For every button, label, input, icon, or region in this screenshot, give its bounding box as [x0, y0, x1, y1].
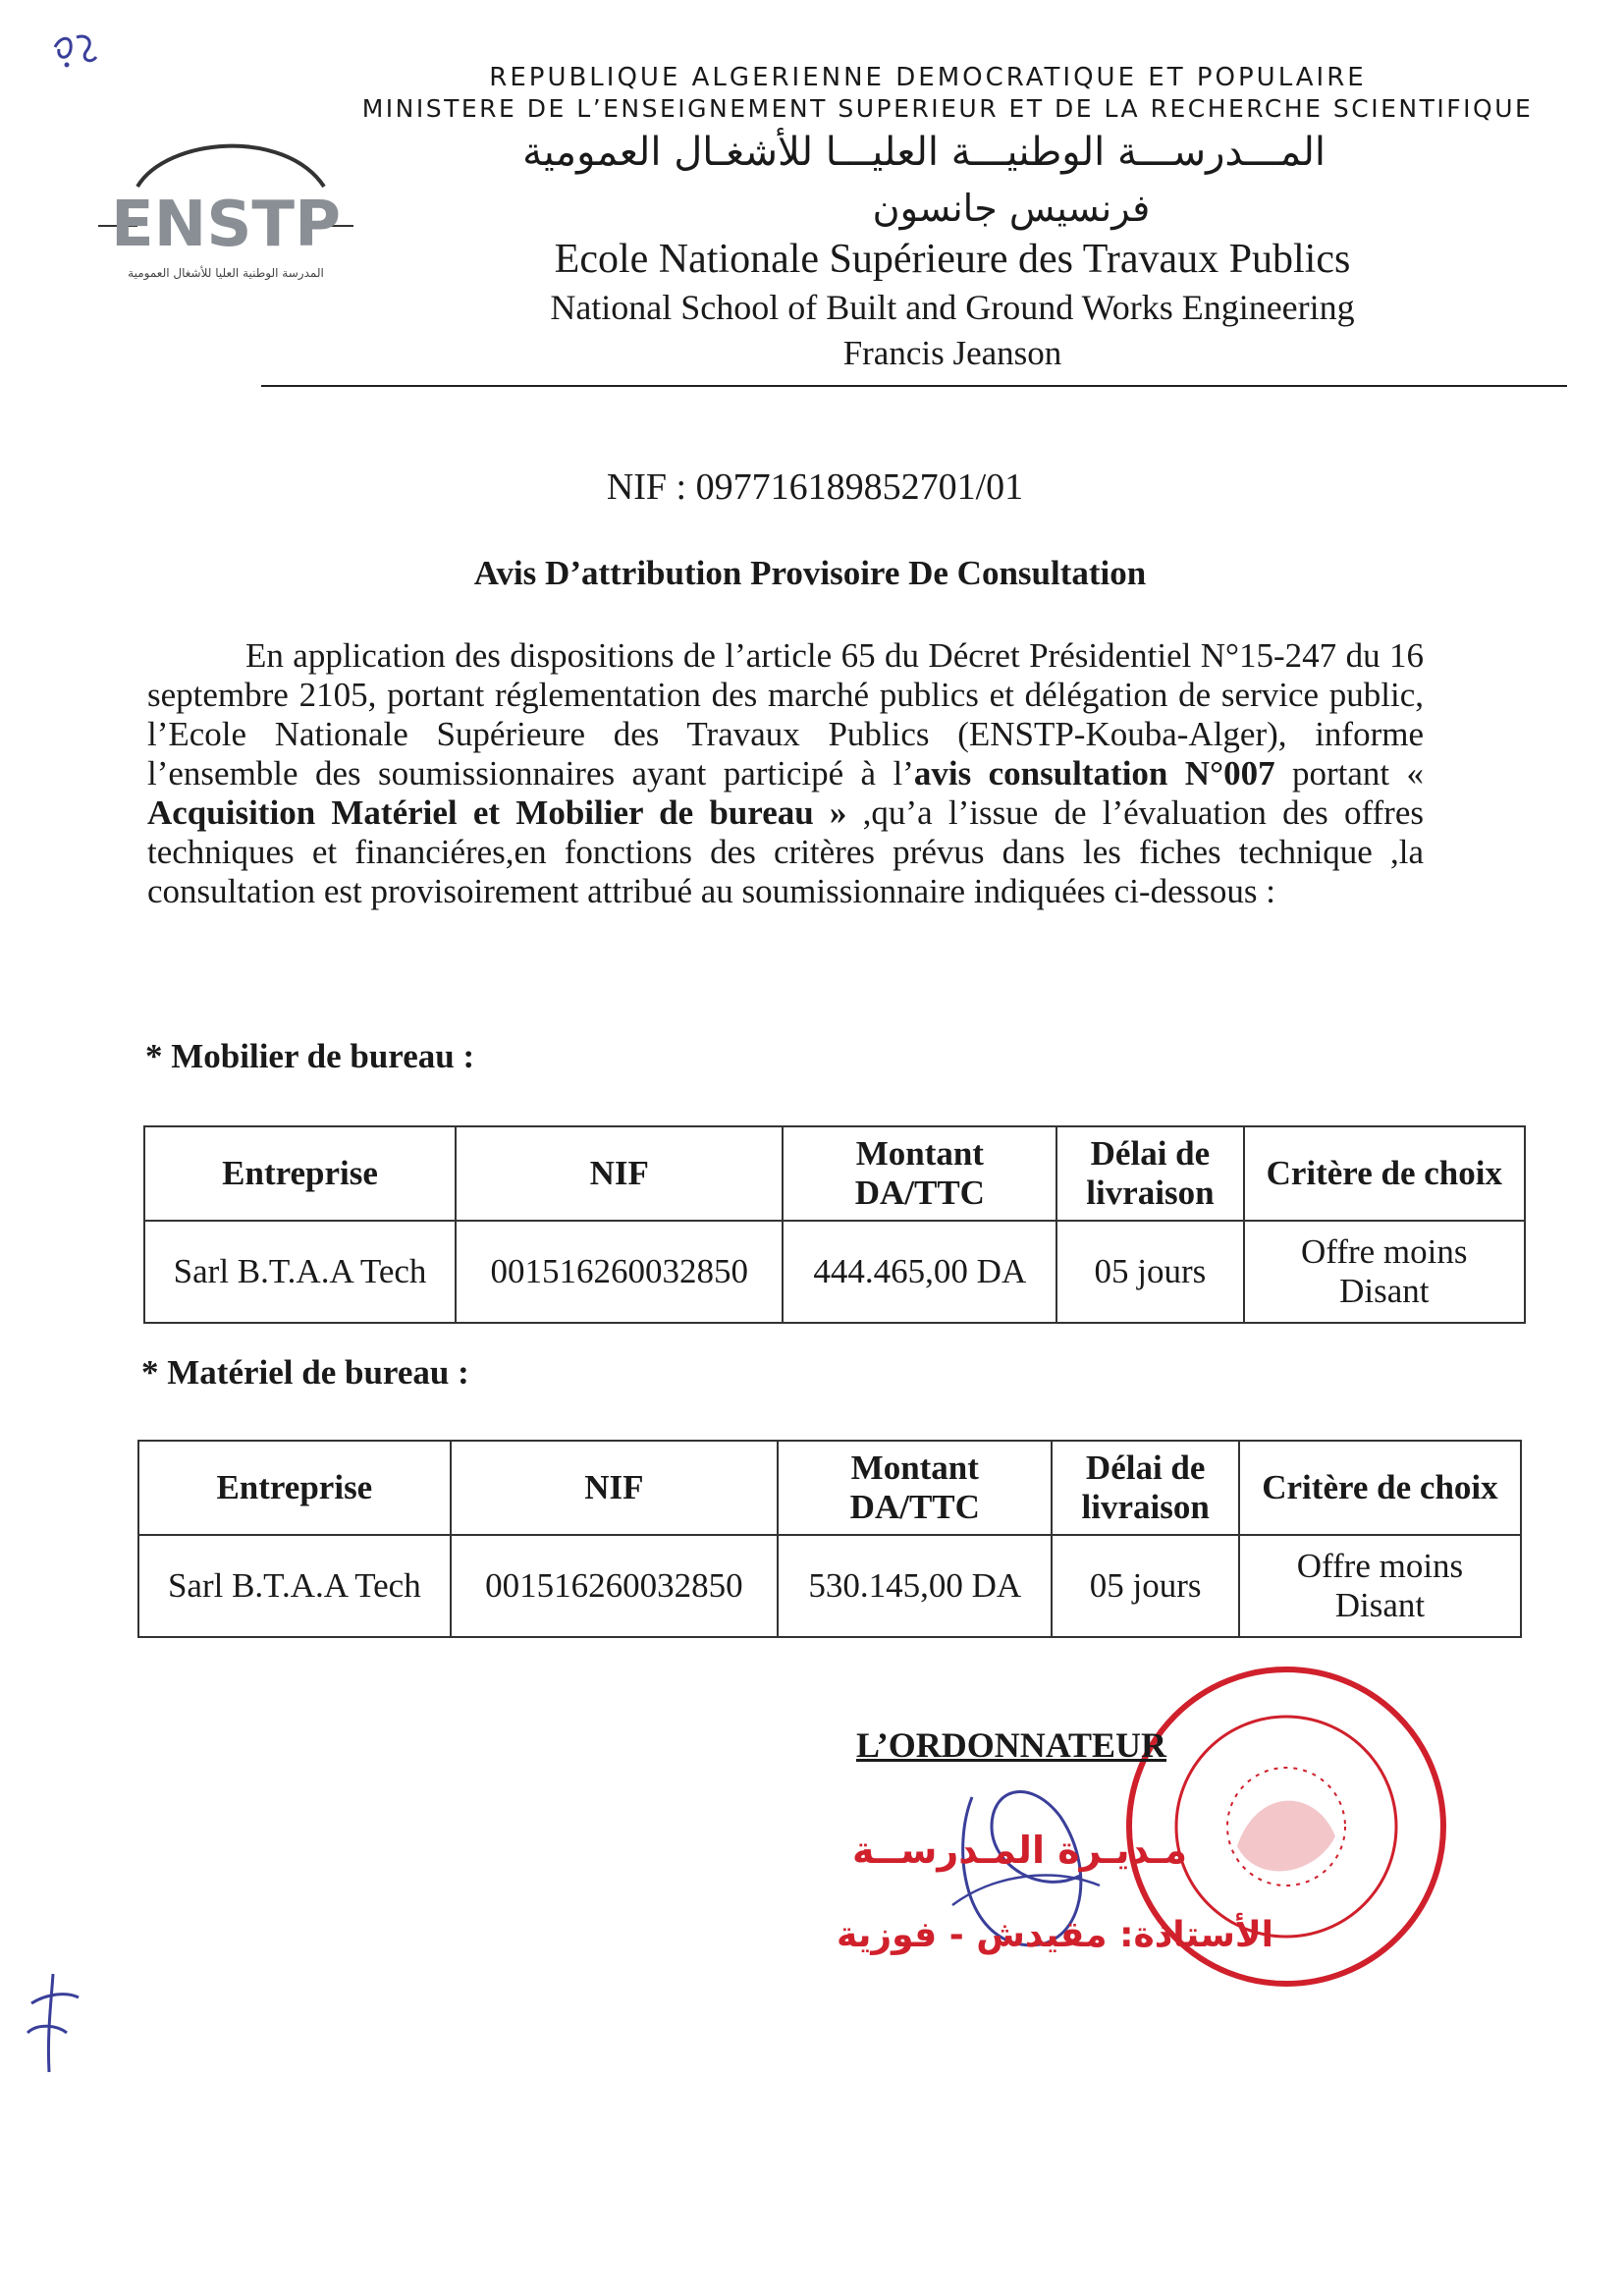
body-text-part1: En application des dispositions de l’article 65 du Décret Présidentiel N°15-247 du 16 septembre 2105, portant réglementation des marché publics et délégation de service public, l’Ecole Nationale Supérieure des Travaux Publics (ENSTP-Kouba-Alger), informe l’ensemble des soumissionnaires ayant participé à l’: [147, 636, 1424, 793]
document-title: Avis D’attribution Provisoire De Consultation: [473, 554, 1147, 592]
cell-critere: Offre moins Disant: [1244, 1221, 1525, 1323]
header-school-en: National School of Built and Ground Works Engineering: [550, 288, 1355, 327]
header-critere: Critère de choix: [1244, 1126, 1525, 1221]
header-delai: Délai de livraison: [1052, 1441, 1238, 1535]
nif-number: NIF : 097716189852701/01: [606, 466, 1024, 508]
body-text-part3: ,qu’a l’issue de l’évaluation des offres techniques et financiéres,en fonctions des critères prévus dans les fiches technique ,la consultation est provisoirement attribué au soumissionnaire indiquées ci-dessous :: [147, 793, 1424, 910]
header-school-fr: Ecole Nationale Supérieure des Travaux Publics: [554, 237, 1351, 282]
handwritten-mark-icon: [47, 27, 102, 71]
cell-critere: Offre moins Disant: [1239, 1535, 1521, 1637]
body-text-part2: portant «: [1274, 754, 1425, 793]
table-row: [144, 1221, 1525, 1323]
header-nif: NIF: [456, 1126, 783, 1221]
table-row: [138, 1535, 1521, 1637]
logo-arabic-text: المدرسة الوطنية العليا للأشغال العمومية: [128, 266, 324, 280]
cell-nif: 001516260032850: [451, 1535, 778, 1637]
header-montant: Montant DA/TTC: [778, 1441, 1052, 1535]
cell-entreprise: Sarl B.T.A.A Tech: [144, 1221, 456, 1323]
header-school-name: Francis Jeanson: [842, 334, 1062, 372]
signatory-title: L’ORDONNATEUR: [856, 1725, 1167, 1765]
enstp-logo: [79, 118, 373, 304]
header-montant: Montant DA/TTC: [783, 1126, 1056, 1221]
section-title-mobilier: * Mobilier de bureau :: [145, 1037, 475, 1075]
header-entreprise: Entreprise: [138, 1441, 451, 1535]
header-entreprise: Entreprise: [144, 1126, 456, 1221]
signatory-name-arabic: الأستاذة: مقيدش - فوزية: [837, 1915, 1274, 1955]
cell-delai: 05 jours: [1052, 1535, 1238, 1637]
cell-montant: 530.145,00 DA: [778, 1535, 1052, 1637]
body-bold-consultation: avis consultation N°007: [913, 754, 1275, 793]
cell-nif: 001516260032850: [456, 1221, 783, 1323]
header-critere: Critère de choix: [1239, 1441, 1521, 1535]
signatory-role-arabic: مـديـرة المـدرســة: [852, 1829, 1187, 1872]
logo-text: ENSTP: [111, 189, 341, 261]
cell-montant: 444.465,00 DA: [783, 1221, 1056, 1323]
award-table-materiel: [137, 1440, 1522, 1638]
award-table-mobilier: [143, 1125, 1526, 1324]
body-bold-acquisition: Acquisition Matériel et Mobilier de bureau »: [147, 793, 847, 832]
header-republic: REPUBLIQUE ALGERIENNE DEMOCRATIQUE ET POPULAIRE: [489, 63, 1367, 92]
body-paragraph: [147, 636, 1424, 911]
header-arabic-name: فرنسيس جانسون: [872, 187, 1151, 230]
handwritten-initial-icon: [18, 1964, 86, 2082]
header-nif: NIF: [451, 1441, 778, 1535]
header-arabic-school: المـــدرســـة الوطنيـــة العليـــا للأشغـال العمومية: [522, 130, 1326, 175]
section-title-materiel: * Matériel de bureau :: [141, 1353, 469, 1392]
cell-entreprise: Sarl B.T.A.A Tech: [138, 1535, 451, 1637]
table-header-row: [144, 1126, 1525, 1221]
table-header-row: [138, 1441, 1521, 1535]
header-ministry: MINISTERE DE L’ENSEIGNEMENT SUPERIEUR ET DE LA RECHERCHE SCIENTIFIQUE: [361, 94, 1534, 123]
header-delai: Délai de livraison: [1056, 1126, 1243, 1221]
cell-delai: 05 jours: [1056, 1221, 1243, 1323]
header-divider: [261, 385, 1567, 387]
